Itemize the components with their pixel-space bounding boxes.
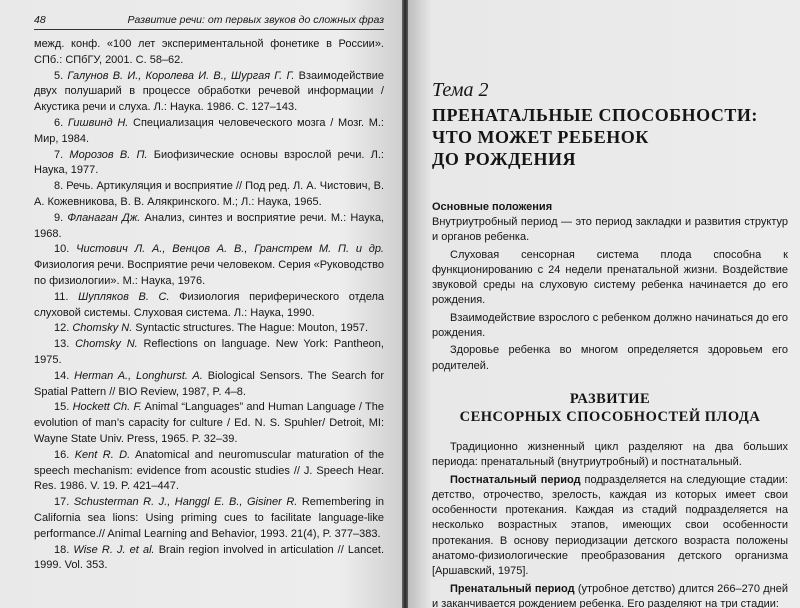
body-paragraph (432, 473, 788, 580)
reference-authors: Chomsky N. (72, 322, 133, 335)
reference-number: 17. (54, 496, 70, 509)
paragraph-text: Традиционно жизненный цикл разделяют на два больших периода: пренатальный (внутриутробный) и постнатальный. (432, 440, 788, 469)
topic-title (432, 104, 788, 170)
reference-item (34, 179, 384, 211)
reference-item (34, 543, 384, 575)
reference-authors: Галунов В. И., Королева И. В., Шургая Г. Г. (67, 69, 295, 82)
reference-item (34, 116, 384, 148)
reference-text: Anatomical and neuromuscular maturation of the speech mechanism: evidence from acoustic studies // J. Speech Hear. Res. 1986. V. 19. P. 421–447. (34, 448, 384, 493)
reference-list (34, 37, 384, 574)
reference-number: 12. (54, 322, 70, 335)
topic-number: Тема 2 (432, 79, 489, 101)
key-point: Внутриутробный период — это период закладки и развития структур и органов ребенка. (432, 216, 788, 244)
reference-number: 7. (54, 148, 64, 161)
reference-authors: Фланаган Дж. (67, 211, 141, 224)
reference-number: 11. (54, 290, 69, 303)
page-number: 48 (34, 14, 46, 26)
section-heading (432, 390, 788, 426)
reference-number: 5. (54, 69, 64, 82)
reference-number: 8. (54, 180, 64, 193)
reference-item (34, 211, 384, 243)
reference-number: 14. (54, 369, 70, 382)
reference-item (34, 37, 384, 69)
reference-number: 10. (54, 243, 70, 256)
reference-authors: Chomsky N. (75, 338, 138, 351)
reference-text: межд. конф. «100 лет экспериментальной фонетике в России». СПб.: СПбГУ, 2001. С. 58–62. (34, 38, 384, 66)
topic-title-line: ПРЕНАТАЛЬНЫЕ СПОСОБНОСТИ: (432, 105, 758, 125)
reference-number: 9. (54, 211, 64, 224)
section-heading-line: РАЗВИТИЕ (569, 390, 651, 407)
running-head (34, 14, 384, 30)
section-heading-line: СЕНСОРНЫХ СПОСОБНОСТЕЙ ПЛОДА (459, 408, 761, 425)
reference-text: Animal “Languages” and Human Language / The evolution of man’s capacity for culture / Ed. N. S. Spuhler/ Detroit, MI: Wayne State Univ. Press, 1965. P. 32–39. (34, 401, 384, 445)
key-point: Взаимодействие взрослого с ребенком должно начинаться до его рождения. (432, 311, 788, 340)
topic-title-line: ЧТО МОЖЕТ РЕБЕНОК (432, 127, 649, 147)
reference-number: 6. (54, 116, 64, 129)
reference-item (34, 400, 384, 447)
term-bold: Постнатальный период (450, 473, 581, 486)
term-bold: Пренатальный период (450, 582, 575, 595)
reference-text: Взаимодействие двух полушарий в процессе обработки речевой информации / Акустика речи и слуха. Л.: Наука. 1986. С. 127–143. (34, 69, 385, 114)
reference-text: Biological Sensors. The Search for Spatial Pattern // BIO Review, 1987, P. 4–8. (34, 369, 385, 398)
reference-item (34, 448, 384, 495)
reference-number: 18. (54, 543, 70, 556)
reference-authors: Herman A., Longhurst. A. (74, 369, 203, 382)
paragraph-text: подразделяется на следующие стадии: детство, отрочество, зрелость, каждая из которых имеет свои особенности протекания. Каждая из стадий подразделяется на несколько возрастных этапов, имеющих свои особенности протекания. В основу периодизации детского возраста положены анатомо-физиологические преобразования детского организма [Аршавский, 1975]. (432, 473, 788, 578)
reference-text: Анализ, синтез и восприятие речи. М.: Наука, 1968. (34, 211, 384, 240)
reference-text: Биофизические основы взрослой речи. Л.: Наука, 1977. (34, 148, 384, 177)
reference-text: Remembering in California sea lions: Using priming cues to facilitate language-like performance.// Animal Learning and Behavior, 1993. 21(4), P. 377–383. (34, 496, 385, 540)
reference-authors: Морозов В. П. (69, 148, 148, 161)
reference-text: Физиология периферического отдела слуховой системы. Слуховая система. Л.: Наука, 1990. (34, 290, 384, 319)
running-head-title: Развитие речи: от первых звуков до сложных фраз (127, 14, 384, 26)
reference-text: Reflections on language. New York: Pantheon, 1975. (34, 338, 384, 366)
reference-item (34, 369, 384, 401)
reference-number: 13. (54, 338, 70, 351)
body-paragraph (432, 582, 788, 608)
reference-authors: Шупляков В. С. (78, 290, 170, 303)
reference-item (34, 495, 384, 542)
reference-item (34, 242, 384, 289)
reference-authors: Kent R. D. (74, 448, 131, 461)
reference-authors: Schusterman R. J., Hanggl E. B., Gisiner R. (73, 496, 298, 509)
reference-item (34, 290, 384, 322)
key-point: Слуховая сенсорная система плода способна к функционированию с 24 недели пренатальной жизни. Воздействие звуковой среды на слуховую систему ребенка начинается до его рождения. (432, 248, 788, 307)
body-paragraph (432, 440, 788, 471)
reference-text: Физиология речи. Восприятие речи человеком. Серия «Руководство по физиологии». М.: Наука, 1976. (34, 259, 384, 287)
reference-authors: Чистович Л. А., Венцов А. В., Гранстрем М. П. и др. (76, 243, 384, 256)
reference-authors: Гишвинд Н. (67, 116, 129, 129)
topic-title-line: ДО РОЖДЕНИЯ (432, 149, 577, 169)
right-page (408, 0, 800, 608)
reference-item (34, 321, 384, 337)
section-label: Основные положения (432, 201, 553, 213)
reference-number: 15. (54, 401, 70, 414)
reference-item (34, 69, 384, 116)
reference-item (34, 337, 384, 369)
reference-text: Brain region involved in articulation // Lancet. 1999. Vol. 353. (34, 543, 384, 572)
reference-text: Специализация человеческого мозга / Мозг. М.: Мир, 1984. (34, 116, 384, 145)
reference-text: Syntactic structures. The Hague: Mouton, 1957. (135, 322, 369, 335)
reference-text: Речь. Артикуляция и восприятие // Под ред. Л. А. Чистович, В. А. Кожевникова, В. В. Алякринского. М.; Л.: Наука, 1965. (34, 180, 385, 208)
key-point: Здоровье ребенка во многом определяется здоровьем его родителей. (432, 344, 788, 372)
paragraph-text: (утробное детство) длится 266–270 дней и заканчивается рождением ребенка. Его разделяют на три стадии: (432, 582, 788, 608)
reference-item (34, 148, 384, 180)
reference-authors: Hockett Ch. F. (72, 401, 142, 414)
reference-number: 16. (54, 448, 70, 461)
reference-authors: Wise R. J. et al. (73, 543, 155, 556)
